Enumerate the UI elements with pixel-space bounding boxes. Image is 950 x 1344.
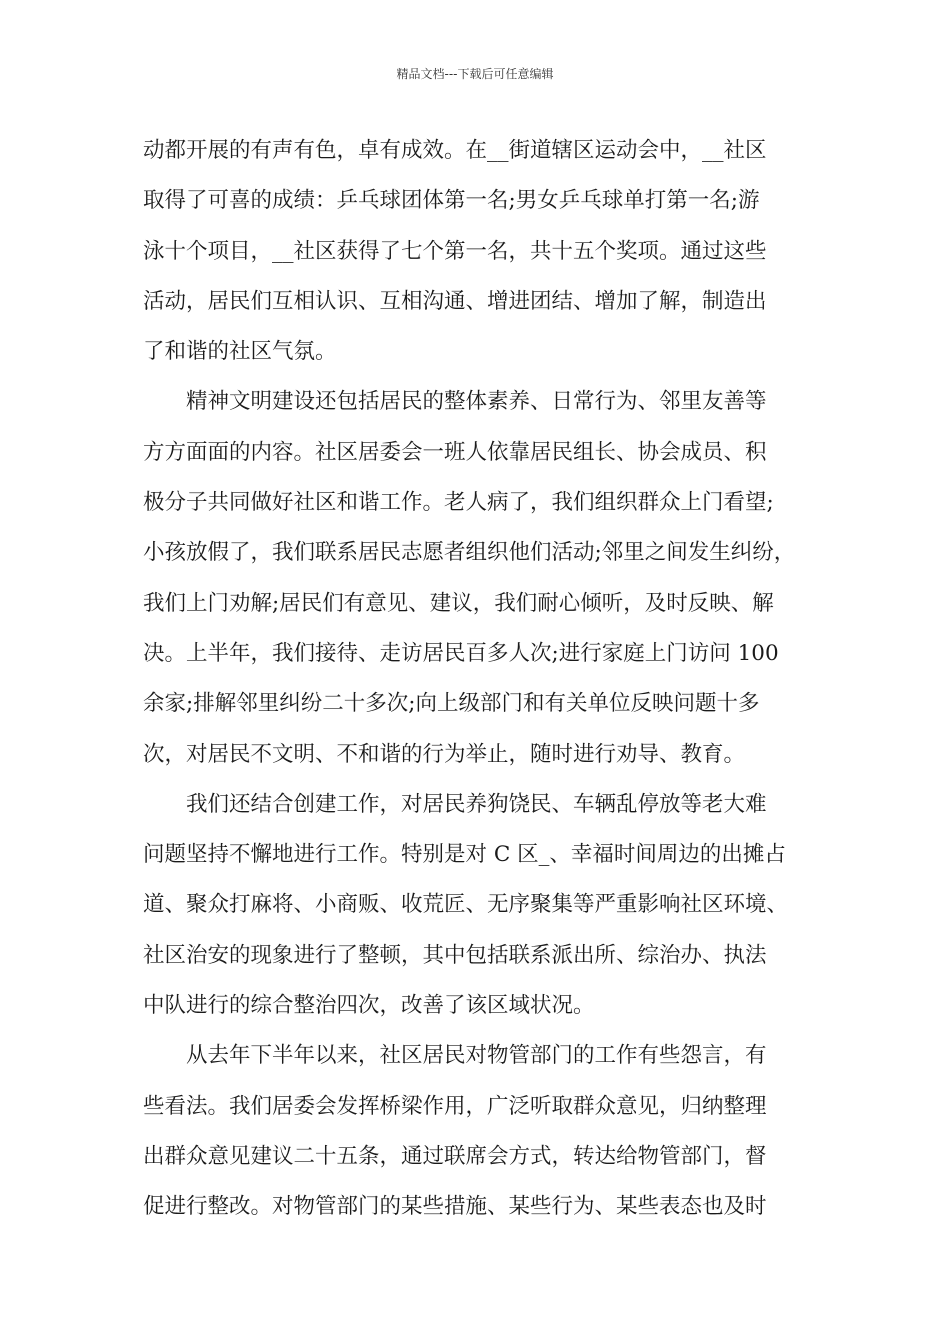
text-line: 道、聚众打麻将、小商贩、收荒匠、无序聚集等严重影响社区环境、: [143, 892, 789, 918]
text-line: 中队进行的综合整治四次，改善了该区域状况。: [143, 993, 595, 1019]
paragraph-4: [143, 1031, 823, 1232]
text-line: 动都开展的有声有色，卓有成效。在__街道辖区运动会中，__社区: [143, 138, 767, 163]
text-line: 方方面面的内容。社区居委会一班人依靠居民组长、协会成员、积: [143, 439, 767, 465]
text-line: 精神文明建设还包括居民的整体素养、日常行为、邻里友善等: [143, 389, 767, 415]
text-line: 出群众意见建议二十五条，通过联席会方式，转达给物管部门，督: [143, 1143, 767, 1169]
paragraph-1: [143, 126, 823, 377]
text-line: 促进行整改。对物管部门的某些措施、某些行为、某些表态也及时: [143, 1194, 767, 1220]
document-body: [143, 126, 823, 1233]
paragraph-3: [143, 780, 823, 1031]
page-header: 精品文档---下载后可任意编辑: [396, 67, 554, 81]
text-line: 从去年下半年以来，社区居民对物管部门的工作有些怨言，有: [143, 1043, 767, 1069]
text-line: 我们还结合创建工作，对居民养狗饶民、车辆乱停放等老大难: [143, 791, 767, 817]
text-line: 余家;排解邻里纠纷二十多次;向上级部门和有关单位反映问题十多: [143, 691, 760, 717]
paragraph-2: [143, 377, 823, 779]
text-line: 活动，居民们互相认识、互相沟通、增进团结、增加了解，制造出: [143, 288, 767, 314]
text-line: 小孩放假了，我们联系居民志愿者组织他们活动;邻里之间发生纠纷，: [143, 540, 796, 566]
text-line: 极分子共同做好社区和谐工作。老人病了，我们组织群众上门看望;: [143, 490, 774, 516]
text-line: 些看法。我们居委会发挥桥梁作用，广泛听取群众意见，归纳整理: [143, 1093, 767, 1119]
text-line: 了和谐的社区气氛。: [143, 339, 337, 365]
text-line: 我们上门劝解;居民们有意见、建议，我们耐心倾听，及时反映、解: [143, 590, 774, 616]
text-line: 取得了可喜的成绩：乒乓球团体第一名;男女乒乓球单打第一名;游: [143, 188, 760, 214]
text-line: 次，对居民不文明、不和谐的行为举止，随时进行劝导、教育。: [143, 741, 746, 767]
text-line: 决。上半年，我们接待、走访居民百多人次;进行家庭上门访问 100: [143, 640, 779, 666]
text-line: 泳十个项目，__社区获得了七个第一名，共十五个奖项。通过这些: [143, 238, 767, 264]
text-line: 社区治安的现象进行了整顿，其中包括联系派出所、综治办、执法: [143, 942, 767, 968]
text-line: 问题坚持不懈地进行工作。特别是对 C 区_、幸福时间周边的出摊占: [143, 842, 786, 868]
